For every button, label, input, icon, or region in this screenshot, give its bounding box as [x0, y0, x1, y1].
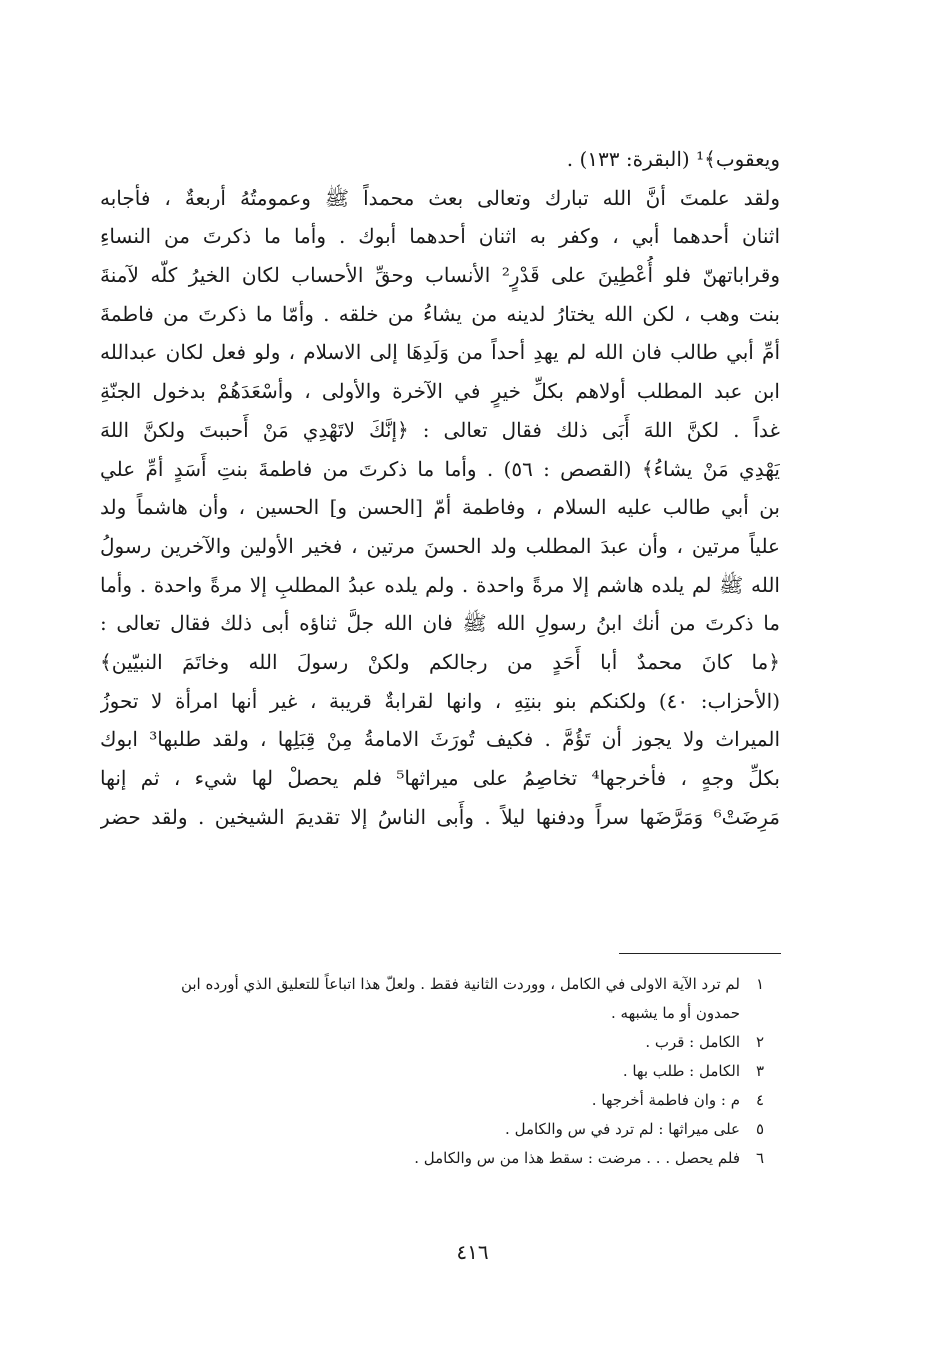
footnote-number: ٤	[755, 1091, 765, 1109]
body-line: غداً . لكنَّ اللهَ أَبَى ذلك فقال تعالى : ﴿إنَّكَ لاتَهْدِي مَنْ أَحببتَ ولكنَّ اللهَ	[100, 417, 780, 442]
body-text	[100, 140, 780, 836]
body-line: علياً مرتين ، وأن عبدَ المطلب ولد الحسنَ مرتين ، فخير الأولين والآخرين رسولُ	[100, 533, 780, 558]
footnote-separator	[619, 953, 781, 954]
footnote-text: على ميراثها : لم ترد في س والكامل .	[505, 1120, 740, 1138]
footnote-number: ٢	[755, 1033, 765, 1051]
body-line: ولقد علمتَ أنَّ الله تبارك وتعالى بعث محمداً ﷺ وعمومتُهُ أربعةٌ ، فأجابه	[100, 185, 780, 210]
footnote-text: الكامل : طلب بها .	[622, 1062, 740, 1080]
page-number: ٤١٦	[456, 1240, 489, 1264]
footnote	[100, 1086, 780, 1115]
body-line: الميراث ولا يجوز أن تَؤُمَّ . فكيف تُورَثَ الامامةُ مِنْ قِبَلِها ، ولقد طلبها³ ابوك	[100, 727, 780, 752]
footnote-number: ٣	[755, 1062, 765, 1080]
footnote-continuation: حمدون أو ما يشبهه .	[611, 1004, 740, 1022]
body-line: ما ذكرتَ من أنك ابنُ رسولِ الله ﷺ فان الله جلَّ ثناؤه أبى ذلك فقال تعالى :	[100, 611, 780, 636]
footnote	[100, 1144, 780, 1173]
footnote-text: م : وان فاطمة أخرجها .	[591, 1091, 740, 1109]
body-line: أمِّ أبي طالب فان الله لم يهدِ أحداً من وَلَدِهَا إلى الاسلام ، ولو فعل لكان عبدالله	[100, 340, 780, 365]
footnote	[100, 1115, 780, 1144]
body-line: ويعقوب﴾¹ (البقرة: ١٣٣) .	[566, 147, 780, 171]
body-line: اثنان أحدهما أبي ، وكفر به اثنان أحدهما أبوك . وأما ما ذكرتَ من النساءِ	[100, 224, 780, 249]
body-line: بكلِّ وجهٍ ، فأخرجها⁴ تخاصِمُ على ميراثها⁵ فلم يحصلْ لها شيء ، ثم إنها	[100, 766, 780, 790]
footnote	[100, 1028, 780, 1057]
footnote	[100, 1057, 780, 1086]
body-line: ﴿ما كانَ محمدٌ أبا أَحَدٍ من رجالكم ولكنْ رسولَ الله وخاتَمَ النبيّين﴾	[100, 649, 780, 674]
footnotes	[100, 970, 780, 1173]
footnote-number: ٥	[755, 1120, 765, 1138]
body-line: الله ﷺ لم يلده هاشم إلا مرةً واحدة . ولم يلده عبدُ المطلبِ إلا مرةً واحدة . وأما	[100, 572, 780, 597]
footnote	[100, 970, 780, 999]
body-line: بن أبي طالب عليه السلام ، وفاطمة أمّ [الحسن و] الحسين ، وأن هاشماً ولد	[100, 495, 780, 520]
footnote-text: الكامل : قرب .	[645, 1033, 740, 1051]
footnote-number: ٦	[755, 1149, 765, 1167]
body-line: مَرِضَتْ⁶ وَمَرَّضَها سراً ودفنها ليلاً . وأَبى الناسُ إلا تقديمَ الشيخين . ولقد حضر	[100, 804, 780, 829]
footnote-text: لم ترد الآية الاولى في الكامل ، ووردت الثانية فقط . ولعلّ هذا اتباعاً للتعليق الذي أورده ابن	[180, 975, 740, 993]
body-line: ابن عبد المطلب أولاهم بكلِّ خيرٍ في الآخرة والأولى ، وأسْعَدَهُمْ بدخول الجنّةِ	[100, 379, 780, 404]
footnote-number: ١	[755, 975, 765, 993]
body-line: (الأحزاب: ٤٠) ولكنكم بنو بنتِهِ ، وانها لقرابةٌ قريبة ، غير أنها امرأة لا تحوزُ	[100, 688, 780, 713]
body-line: بنت وهب ، لكن الله يختارُ لدينه من يشاءُ من خلقه . وأمّا ما ذكرتَ من فاطمةَ	[100, 301, 780, 326]
footnote-text: فلم يحصل . . . مرضت : سقط هذا من س والكامل .	[414, 1149, 740, 1167]
body-line: يَهْدِي مَنْ يشاءُ﴾ (القصص : ٥٦) . وأما ما ذكرتَ من فاطمةَ بنتِ أَسَدٍ أمِّ علي	[100, 456, 780, 481]
body-line: وقراباتهنّ فلو أُعْطِينَ على قَدْرٍ² الأنساب وحقِّ الأحساب لكان الخيرُ كلّه لآمنةَ	[100, 263, 780, 288]
